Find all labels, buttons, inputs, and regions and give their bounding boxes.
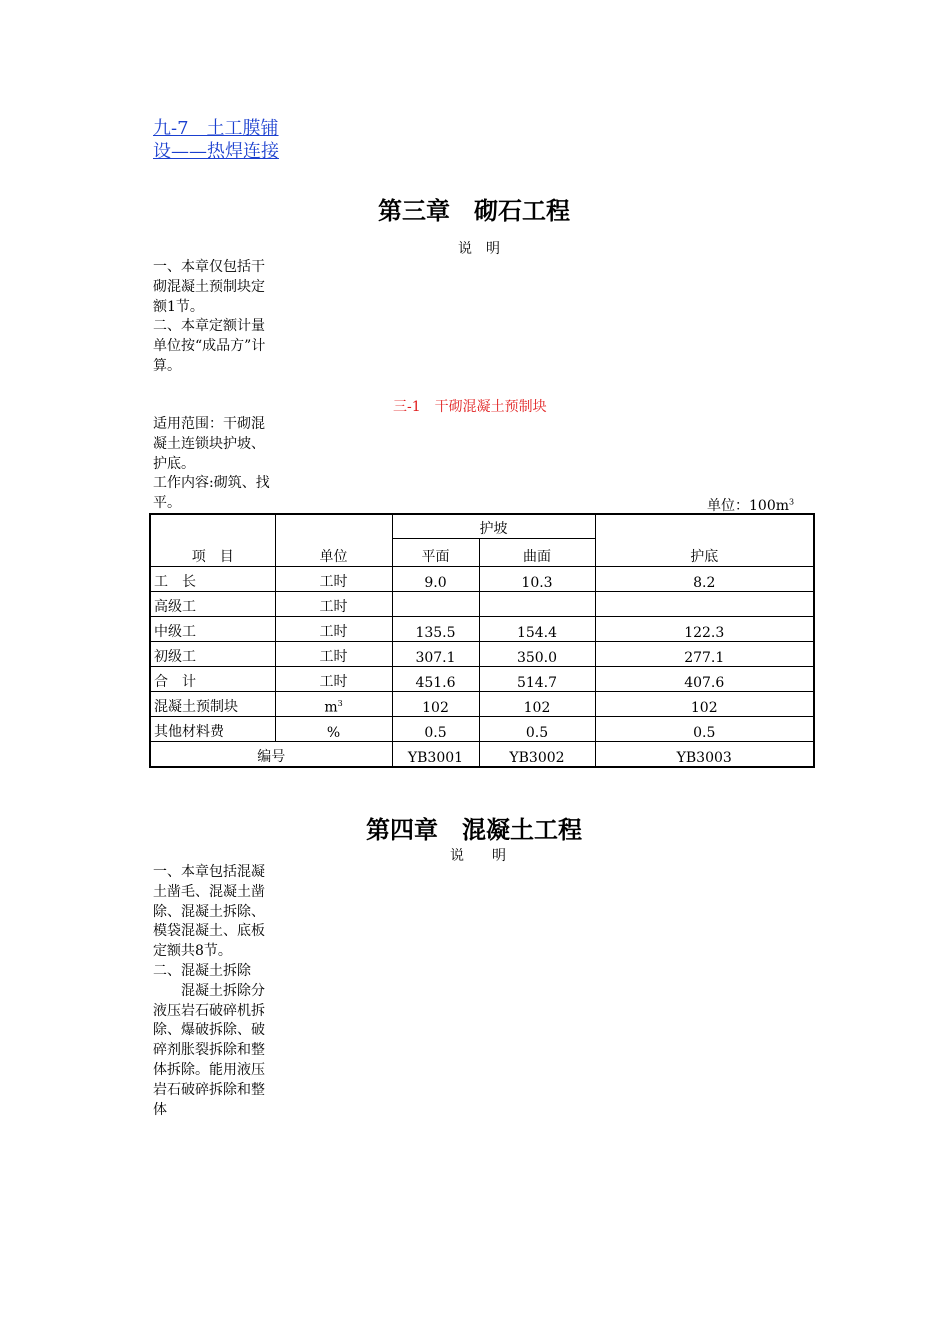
header-curved: 曲面 [479,538,595,566]
row-flat: 0.5 [392,716,479,741]
chapter-3-subtitle: 说 明 [458,241,500,257]
scope-notes: 适用范围：干砌混凝土连锁块护坡、护底。 工作内容:砌筑、找平。 [153,416,270,512]
row-item: 其他材料费 [150,716,275,741]
row-bottom: 122.3 [595,616,814,641]
quota-table [149,513,815,768]
row-item: 合 计 [150,666,275,691]
table-row [150,641,814,666]
header-item: 项 目 [150,514,275,566]
row-unit: 工时 [275,591,392,616]
row-curved: 10.3 [479,566,595,591]
chapter-3-notes: 一、本章仅包括干砌混凝土预制块定额1节。 二、本章定额计量单位按“成品方”计算。 [153,259,266,374]
row-flat [392,591,479,616]
row-unit: 工时 [275,566,392,591]
table-row [150,616,814,641]
row-curved: 350.0 [479,641,595,666]
row-curved: 0.5 [479,716,595,741]
row-unit: % [275,716,392,741]
row-flat: 451.6 [392,666,479,691]
unit-label: 单位：$100m^3$ [707,497,795,514]
row-flat: 307.1 [392,641,479,666]
table-row [150,591,814,616]
table-row [150,716,814,741]
section-title: 三-1 干砌混凝土预制块 [393,399,547,415]
row-flat: 135.5 [392,616,479,641]
row-curved [479,591,595,616]
header-slope: 护坡 [392,514,595,538]
row-bottom: 407.6 [595,666,814,691]
table-row [150,566,814,591]
code-label: 编号 [150,741,392,767]
row-bottom: 0.5 [595,716,814,741]
row-item: 初级工 [150,641,275,666]
row-flat: 9.0 [392,566,479,591]
chapter-link[interactable]: 九-7 土工膜铺设——热焊连接 [153,118,279,162]
row-bottom: 277.1 [595,641,814,666]
code-cell: YB3003 [595,741,814,767]
chapter-3-title: 第三章 砌石工程 [378,197,570,225]
code-cell: YB3002 [479,741,595,767]
row-bottom: 102 [595,691,814,716]
row-curved: 102 [479,691,595,716]
code-cell: YB3001 [392,741,479,767]
row-bottom: 8.2 [595,566,814,591]
header-bottom: 护底 [595,514,814,566]
row-unit: 工时 [275,641,392,666]
row-curved: 514.7 [479,666,595,691]
row-item: 高级工 [150,591,275,616]
row-item: 混凝土预制块 [150,691,275,716]
row-curved: 154.4 [479,616,595,641]
row-item: 中级工 [150,616,275,641]
table-row [150,691,814,716]
row-flat: 102 [392,691,479,716]
chapter-4-notes: 一、本章包括混凝土凿毛、混凝土凿除、混凝土拆除、模袋混凝土、底板定额共8节。 二、混凝土拆除 混凝土拆除分液压岩石破碎机拆除、爆破拆除、破碎剂胀裂拆除和整体拆除。能用液压岩石破碎拆除和整体 [153,864,265,1118]
chapter-4-subtitle: 说 明 [450,848,506,864]
row-item: 工 长 [150,566,275,591]
row-bottom [595,591,814,616]
row-unit: 工时 [275,616,392,641]
chapter-4-title: 第四章 混凝土工程 [366,816,582,844]
row-unit: 工时 [275,666,392,691]
header-unit: 单位 [275,514,392,566]
row-unit: $m^3$ [275,691,392,716]
header-flat: 平面 [392,538,479,566]
table-row [150,666,814,691]
